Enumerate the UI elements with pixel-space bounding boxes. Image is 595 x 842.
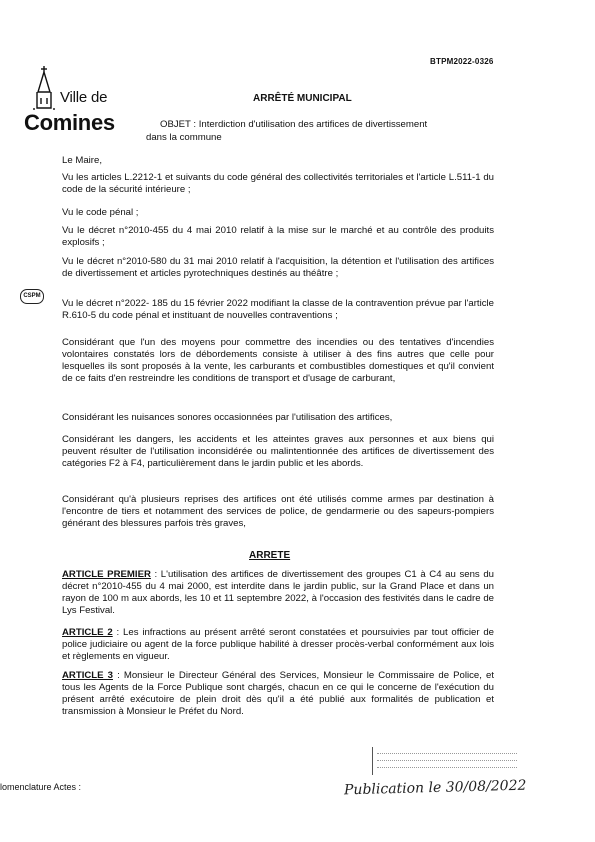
paragraph-vu-decret-2010-580: Vu le décret n°2010-580 du 31 mai 2010 relatif à l'acquisition, la détention et l'utilisation des artifices de divertissement et articles pyrotechniques destinés au théâtre ; [62, 256, 494, 279]
paragraph-vu-decret-2022-185: Vu le décret n°2022- 185 du 15 février 2022 modifiant la classe de la contravention prévue par l'article R.610-5 du code pénal et instituant de nouvelles contraventions ; [62, 298, 494, 321]
handwritten-publication-note: Publication le 30/08/2022 [343, 777, 527, 799]
article-premier [62, 569, 494, 617]
article-text: : L'utilisation des artifices de divertissement des groupes C1 à C4 au sens du décret n°2010-455 du 4 mai 2000, est interdite dans le jardin public, sur la Grand Place et dans un rayon de 100 m aux abords, les 10 et 11 septembre 2022, à l'occasion des festivités dans le cadre de Lys Festival. [62, 569, 495, 616]
cspm-stamp: CSPM [20, 289, 44, 304]
objet-line [160, 119, 505, 131]
objet-continuation: dans la commune [146, 132, 222, 143]
paragraph-vu-decret-2010-455: Vu le décret n°2010-455 du 4 mai 2010 relatif à la mise sur le marché et au contrôle des produits explosifs ; [62, 225, 494, 248]
article-label: ARTICLE PREMIER [62, 569, 151, 580]
paragraph-le-maire: Le Maire, [62, 155, 102, 166]
article-2 [62, 627, 494, 663]
paragraph-vu-code-penal: Vu le code pénal ; [62, 207, 139, 218]
objet-label: OBJET [160, 119, 191, 130]
article-label: ARTICLE 2 [62, 627, 113, 638]
page-title: ARRÊTÉ MUNICIPAL [253, 93, 352, 104]
article-label: ARTICLE 3 [62, 670, 113, 681]
document-reference: BTPM2022-0326 [430, 57, 494, 66]
prefecture-receipt-stamp [372, 747, 537, 775]
paragraph-vu-cgct: Vu les articles L.2212-1 et suivants du code général des collectivités territoriales et l'article L.511-1 du code de la sécurité intérieure ; [62, 172, 494, 195]
nomenclature-label: lomenclature Actes : [0, 782, 82, 792]
logo-text-ville: Ville de [60, 89, 108, 106]
paragraph-considerant-armes: Considérant qu'à plusieurs reprises des artifices ont été utilisés comme armes par destination à l'encontre de tiers et notamment des services de police, de gendarmerie ou des sapeurs-pompiers générant des blessures parfois très graves, [62, 494, 494, 529]
article-3 [62, 670, 494, 718]
arrete-heading: ARRETE [249, 550, 291, 561]
paragraph-considerant-dangers: Considérant les dangers, les accidents et les atteintes graves aux personnes et aux biens qui peuvent résulter de l'utilisation inconsidérée ou malintentionnée des artifices de divertissement des catégories F2 à F4, particulièrement dans le jardin public et les abords. [62, 434, 494, 469]
logo-text-comines: Comines [24, 110, 115, 135]
paragraph-considerant-incendies: Considérant que l'un des moyens pour commettre des incendies ou des tentatives d'incendies volontaires constatés lors de débordements consiste à utiliser à des fins autres que celle pour lesquelles ils sont proposés à la vente, les carburants et combustibles domestiques et qu'il convient de ce faits d'en restreindre les conditions de transport et d'usage de carburant, [62, 337, 494, 384]
article-text: : Les infractions au présent arrêté seront constatées et poursuivies par tout officier de police judiciaire ou agent de la force publique habilité à dresser procès-verbal conformément aux lois et règlements en vigueur. [62, 627, 494, 662]
article-text: : Monsieur le Directeur Général des Services, Monsieur le Commissaire de Police, et tous les Agents de la Force Publique sont chargés, chacun en ce qui le concerne de l'exécution du présent arrêté exécutoire de plein droit dès qu'il a été publié aux formalités de publication et transmission à Monsieur le Préfet du Nord. [62, 670, 494, 717]
objet-text: : Interdiction d'utilisation des artifices de divertissement [190, 119, 428, 130]
paragraph-considerant-nuisances: Considérant les nuisances sonores occasionnées par l'utilisation des artifices, [62, 412, 393, 423]
